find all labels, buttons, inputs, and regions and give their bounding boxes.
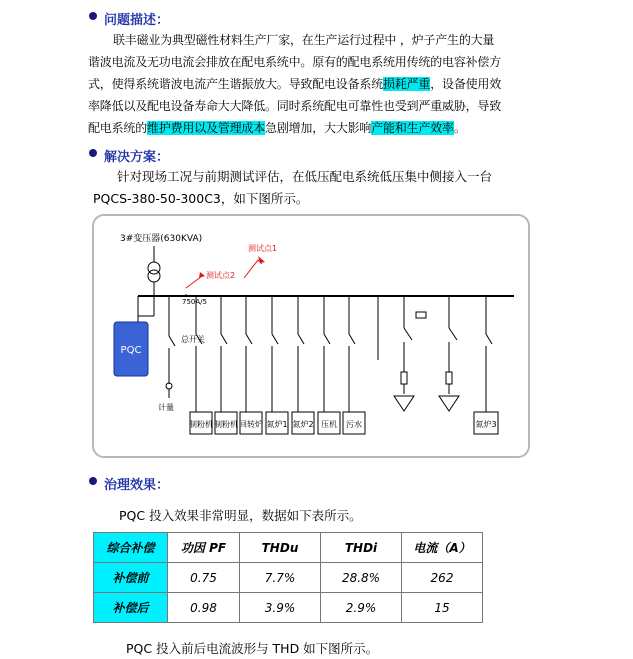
- table-header-cell: 综合补偿: [94, 533, 168, 563]
- table-cell: 7.7%: [240, 563, 321, 593]
- problem-line-4: 率降低以及配电设备寿命大大降低。同时系统配电可靠性也受到严重威胁，导致: [88, 99, 502, 113]
- wiring-diagram-svg: [94, 216, 528, 456]
- table-header-row: [94, 533, 483, 563]
- solution-title: 解决方案：: [104, 150, 170, 165]
- pqc-label: PQC: [120, 345, 142, 356]
- solution-line-2: PQCS-380-50-300C3，如下图所示。: [93, 191, 309, 206]
- table-header-cell: 电流（A）: [402, 533, 483, 563]
- solution-line-1: 针对现场工况与前期测试评估，在低压配电系统低压集中侧接入一台: [117, 169, 493, 184]
- table-cell: 262: [402, 563, 483, 593]
- effect-title: 治理效果：: [104, 478, 170, 493]
- table-row: [94, 563, 483, 593]
- highlight-loss: 损耗严重: [383, 77, 431, 91]
- test-point-2-label: 测试点2: [206, 271, 236, 280]
- problem-line-2: 谐波电流及无功电流会排放在配电系统中。原有的配电系统用传统的电容补偿方: [88, 55, 502, 69]
- load-label: 回转炉: [239, 420, 263, 429]
- ground-label: 计量: [158, 403, 174, 412]
- load-labels: [189, 412, 498, 434]
- load-label: 氮炉1: [266, 420, 288, 429]
- ct-label: 750A/5: [182, 298, 207, 306]
- load-label: 制粉机: [189, 420, 213, 429]
- test-point-1-label: 测试点1: [248, 244, 278, 253]
- main-switch-label: 总开关: [181, 335, 205, 344]
- load-label: 氮炉2: [292, 420, 314, 429]
- problem-line-1: 联丰磁业为典型磁性材料生产厂家，在生产运行过程中 ，炉子产生的大量: [113, 33, 495, 47]
- problem-paragraph: [88, 29, 558, 139]
- table-cell: 2.9%: [321, 593, 402, 623]
- feeder-line: [138, 294, 186, 316]
- table-cell: 0.98: [168, 593, 240, 623]
- metering-branch: [166, 296, 175, 398]
- results-table: [93, 532, 483, 623]
- table-cell: 15: [402, 593, 483, 623]
- problem-heading: [104, 9, 169, 28]
- test-point-1: [244, 243, 277, 278]
- effect-intro: PQC 投入效果非常明显，数据如下表所示。: [119, 508, 362, 523]
- table-row-header: 补偿前: [94, 563, 168, 593]
- problem-title: 问题描述：: [104, 13, 170, 28]
- problem-line-5: 配电系统的维护费用以及管理成本急剧增加，大大影响产能和生产效率。: [88, 121, 466, 135]
- load-feeders: [196, 296, 492, 412]
- load-label: 污水: [346, 420, 362, 429]
- table-cell: 0.75: [168, 563, 240, 593]
- wiring-diagram: [92, 214, 530, 458]
- load-label: 氮炉3: [475, 420, 497, 429]
- table-header-cell: 功因 PF: [168, 533, 240, 563]
- bullet-icon: [89, 12, 97, 20]
- table-header-cell: THDu: [240, 533, 321, 563]
- effect-heading: [104, 474, 169, 493]
- table-row-header: 补偿后: [94, 593, 168, 623]
- effect-footer: PQC 投入前后电流波形与 THD 如下图所示。: [126, 641, 379, 656]
- table-header-cell: THDi: [321, 533, 402, 563]
- transformer-icon: [148, 246, 160, 296]
- highlight-capacity: 产能和生产效率: [371, 121, 454, 135]
- test-point-2: [186, 270, 235, 288]
- bullet-icon: [89, 149, 97, 157]
- transformer-label: 3#变压器(630KVA): [120, 234, 203, 244]
- load-label: 压机: [321, 420, 337, 429]
- table-cell: 3.9%: [240, 593, 321, 623]
- load-label: 制粉机: [214, 420, 238, 429]
- solution-heading: [104, 146, 169, 165]
- bullet-icon: [89, 477, 97, 485]
- table-cell: 28.8%: [321, 563, 402, 593]
- problem-line-3: 式，使得系统谐波电流产生谐振放大。导致配电设备系统损耗严重，设备使用效: [88, 77, 502, 91]
- highlight-maintenance: 维护费用以及管理成本: [147, 121, 266, 135]
- table-row: [94, 593, 483, 623]
